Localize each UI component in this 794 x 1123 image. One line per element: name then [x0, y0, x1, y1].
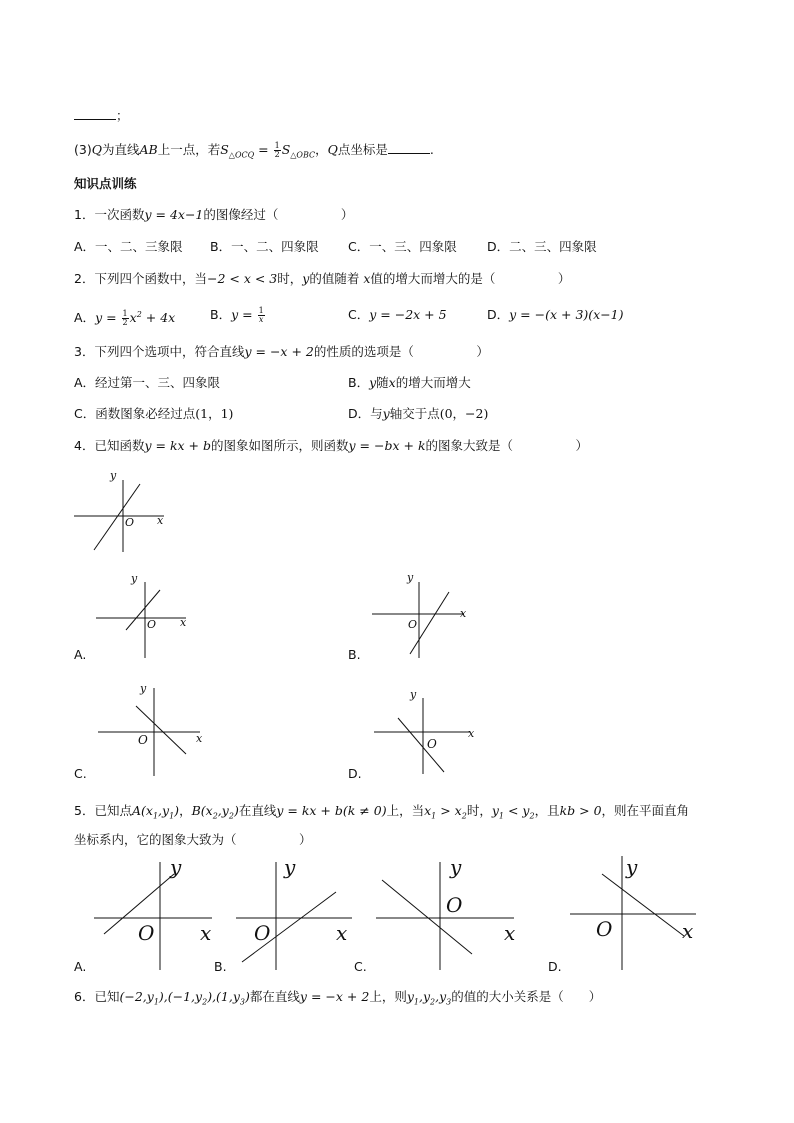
text: 一次函数 — [94, 207, 145, 222]
var-y: y — [382, 406, 390, 421]
origin-label: O — [147, 618, 157, 631]
q4-stem — [74, 437, 588, 455]
section-title: 知识点训练 — [74, 176, 137, 191]
text: 上一点，若 — [157, 142, 221, 157]
x-label: x — [196, 732, 203, 745]
var-y: y — [369, 375, 377, 390]
origin-label: O — [125, 516, 135, 529]
q2-stem — [74, 270, 570, 288]
q2-option-a — [74, 306, 175, 327]
q1-option-c: C．一、三、四象限 — [348, 239, 457, 254]
text: 随 — [376, 375, 389, 390]
text: 下列四个选项中，符合直线 — [94, 344, 245, 359]
q5-label-b: B. — [214, 959, 227, 974]
q5-stem-line2: 坐标系内，它的图象大致为（ ） — [74, 832, 312, 847]
y-label: y — [626, 855, 638, 879]
text: 值的增大而增大的是（ ） — [370, 271, 571, 286]
q1-option-a: A．一、二、三象限 — [74, 239, 183, 254]
text: 点坐标是 — [337, 142, 388, 157]
y-label: y — [140, 682, 147, 695]
math-expr: y = 4x−1 — [144, 207, 204, 222]
origin-label: O — [427, 737, 437, 751]
x-label: x — [460, 607, 467, 620]
q1-option-d: D．二、三、四象限 — [487, 239, 597, 254]
origin-label: O — [446, 893, 463, 917]
option-label: B． — [348, 375, 370, 390]
q3-option-a: A．经过第一、三、四象限 — [74, 375, 221, 390]
math-expr: y = — [231, 307, 257, 322]
text: 的性质的选项是（ ） — [313, 344, 489, 359]
q5-stem-line1: 5．已知点$A(x_1,y_1)$，$B(x_2,y_2)$在直线y = kx + b(k ≠ 0)上，当$x_1 > x_2$时，$y_1 < y_2$，且kb > 0，则在平面直角 — [74, 803, 690, 821]
q3-stem — [74, 343, 489, 361]
option-label: B． — [210, 307, 232, 322]
y-label: y — [131, 572, 138, 585]
var-x: x — [388, 375, 396, 390]
origin-label: O — [408, 618, 418, 631]
text: 时， — [277, 271, 303, 286]
answer-blank — [388, 142, 430, 154]
var-q: Q — [91, 142, 102, 157]
q4-label-c: C. — [74, 766, 87, 781]
text: D．与 — [348, 406, 383, 421]
math-expr: y = −2x + 5 — [369, 307, 447, 322]
math-expr: y = — [95, 310, 121, 326]
text: 的值的大小关系是（ ） — [451, 989, 602, 1004]
area-expr: $S_{\triangle OCQ}$ = — [220, 142, 273, 160]
math-point: (0，−2) — [439, 406, 489, 421]
origin-label: O — [138, 733, 148, 747]
text: 已知点 — [94, 803, 132, 818]
text: 都在直线 — [249, 989, 300, 1004]
y-label: y — [450, 855, 462, 879]
math-expr: y = kx + b — [144, 438, 211, 453]
fraction-half: $\frac{1}{2}$ — [274, 141, 280, 159]
graph-line — [602, 874, 684, 936]
math-expr: y = −(x + 3)(x−1) — [509, 307, 624, 322]
text: 的增大而增大 — [395, 375, 471, 390]
point-b: $B(x_2,y_2)$ — [191, 803, 239, 821]
q4-graph-c — [96, 678, 208, 778]
x-label: x — [180, 616, 187, 629]
var-y: y — [302, 271, 310, 286]
q3-option-c — [74, 405, 233, 423]
q4-label-b: B. — [348, 647, 361, 662]
text: 为直线 — [101, 142, 140, 157]
q4-label-a: A. — [74, 647, 87, 662]
q1-stem — [74, 206, 353, 224]
text: 的图象大致是（ ） — [425, 438, 589, 453]
text: 轴交于点 — [389, 406, 440, 421]
vars-list: $y_1,y_2,y_3$ — [406, 989, 452, 1007]
text: 在直线 — [238, 803, 277, 818]
x-label: x — [200, 921, 212, 945]
q4-graph-d — [372, 686, 480, 776]
origin-label: O — [254, 921, 271, 945]
text: ，则在平面直角 — [601, 803, 690, 818]
graph-line — [398, 718, 444, 772]
text: 时， — [466, 803, 492, 818]
origin-label: O — [138, 921, 155, 945]
text: C．函数图象必经过点 — [74, 406, 196, 421]
q4-label-d: D. — [348, 766, 362, 781]
graph-line — [382, 880, 472, 954]
var-q: Q — [327, 142, 338, 157]
var-x: x — [359, 271, 371, 286]
point-a: $A(x_1,y_1)$ — [131, 803, 180, 821]
q4-given-graph — [72, 468, 172, 554]
math-expr: y = −x + 2 — [299, 989, 370, 1004]
option-label: D． — [487, 307, 510, 322]
q5-label-c: C. — [354, 959, 367, 974]
q2-option-b — [210, 306, 266, 324]
prev-answer-line — [74, 107, 129, 125]
q1-option-b: B．一、二、四象限 — [210, 239, 319, 254]
q2-option-c — [348, 306, 447, 324]
q5-graph-d — [566, 852, 706, 972]
q-number: 1． — [74, 207, 95, 222]
cond-kb: kb > 0 — [559, 803, 602, 818]
option-label: C． — [348, 307, 370, 322]
q-number: 4． — [74, 438, 95, 453]
math-expr: y = −bx + k — [348, 438, 426, 453]
q5-graph-b — [232, 852, 362, 972]
x-label: x — [157, 514, 164, 527]
text: ， — [315, 142, 328, 157]
math-expr: y = kx + b(k ≠ 0) — [276, 803, 387, 818]
fraction-half: $\frac{1}{2}$ — [122, 309, 128, 328]
x-label: x — [336, 921, 348, 945]
y-label: y — [170, 855, 182, 879]
q-number: 3． — [74, 344, 95, 359]
answer-blank — [74, 108, 116, 120]
q6-stem — [74, 988, 601, 1012]
x-label: x — [504, 921, 516, 945]
q3-option-b — [348, 374, 471, 392]
origin-label: O — [596, 917, 613, 941]
text: 下列四个函数中，当 — [94, 271, 207, 286]
y-label: y — [284, 855, 296, 879]
text: 已知 — [94, 989, 120, 1004]
text: 已知函数 — [94, 438, 145, 453]
q-number: 2． — [74, 271, 95, 286]
y-label: y — [110, 469, 117, 482]
x-label: x — [682, 919, 694, 943]
cond-y: $y_1 < y_2$ — [491, 803, 535, 821]
text: 的图像经过（ ） — [203, 207, 354, 222]
text: 上，当 — [386, 803, 425, 818]
q4-graph-b — [370, 570, 472, 660]
part-label: (3) — [74, 142, 92, 157]
text: 的值随着 — [309, 271, 360, 286]
text: ，且 — [534, 803, 560, 818]
cond-x: $x_1 > x_2$ — [424, 803, 467, 821]
math-expr: −2 < x < 3 — [206, 271, 278, 286]
y-label: y — [410, 688, 417, 701]
math-expr: y = −x + 2 — [244, 344, 314, 359]
q-number: 6． — [74, 989, 95, 1004]
q5-label-d: D. — [548, 959, 562, 974]
q-number: 5． — [74, 803, 95, 818]
prev-part3 — [74, 141, 434, 165]
q5-graph-c — [372, 852, 522, 972]
fraction-1-over-x: $\frac{1}{x}$ — [258, 306, 264, 324]
y-label: y — [407, 571, 414, 584]
math-point: (1，1) — [195, 406, 234, 421]
text: 上，则 — [369, 989, 407, 1004]
punct: ； — [116, 108, 129, 123]
q5-label-a: A. — [74, 959, 87, 974]
math-expr: $x^2 + 4x$ — [129, 310, 176, 326]
punct: . — [429, 142, 434, 157]
area-expr2: $S_{\triangle OBC}$ — [281, 142, 316, 160]
q2-option-d — [487, 306, 624, 324]
q4-graph-a — [94, 572, 194, 660]
q3-option-d — [348, 405, 488, 423]
points-list: $(-2,y_1),(-1,y_2),(1,y_3)$ — [119, 989, 250, 1007]
var-ab: AB — [139, 142, 158, 157]
text: 的图象如图所示，则函数 — [211, 438, 349, 453]
option-label: A． — [74, 310, 96, 326]
q5-graph-a — [90, 852, 220, 972]
x-label: x — [468, 727, 475, 740]
